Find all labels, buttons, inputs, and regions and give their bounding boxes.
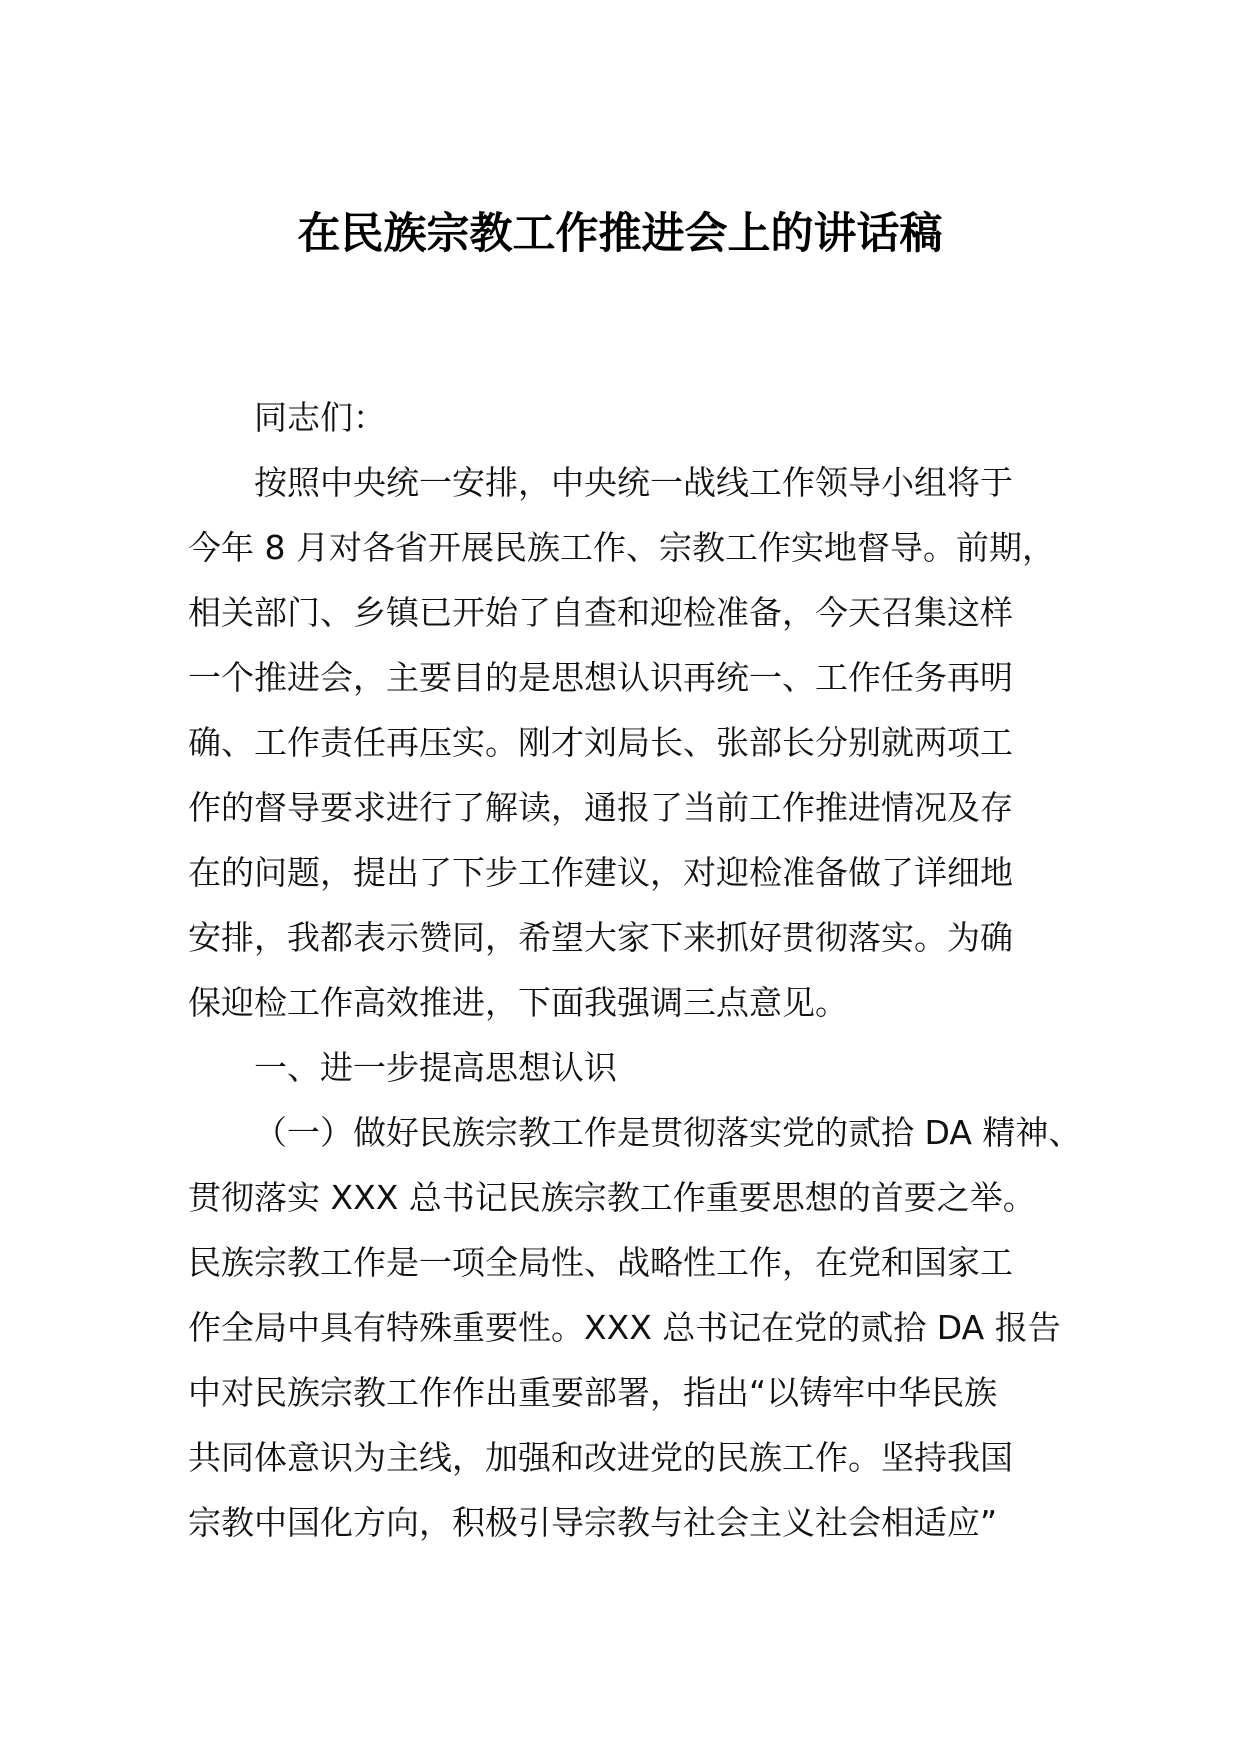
paragraph-line: 民族宗教工作是一项全局性、战略性工作，在党和国家工 bbox=[188, 1243, 1013, 1282]
paragraph-line: 在的问题，提出了下步工作建议，对迎检准备做了详细地 bbox=[188, 853, 1013, 892]
salutation: 同志们： bbox=[254, 398, 386, 437]
paragraph-line: 共同体意识为主线，加强和改进党的民族工作。坚持我国 bbox=[188, 1438, 1013, 1477]
paragraph-line: 作全局中具有特殊重要性。XXX 总书记在党的贰拾 DA 报告 bbox=[188, 1308, 1061, 1347]
document-title: 在民族宗教工作推进会上的讲话稿 bbox=[297, 209, 943, 259]
paragraph-line: 中对民族宗教工作作出重要部署，指出“以铸牢中华民族 bbox=[188, 1373, 998, 1412]
paragraph-line: 相关部门、乡镇已开始了自查和迎检准备，今天召集这样 bbox=[188, 593, 1013, 632]
document-body bbox=[188, 385, 1082, 1555]
paragraph-line: 作的督导要求进行了解读，通报了当前工作推进情况及存 bbox=[188, 788, 1013, 827]
subsection-heading-line: （一）做好民族宗教工作是贯彻落实党的贰拾 DA 精神、 bbox=[254, 1113, 1082, 1152]
paragraph-line: 保迎检工作高效推进，下面我强调三点意见。 bbox=[188, 983, 848, 1022]
paragraph-line: 今年 8 月对各省开展民族工作、宗教工作实地督导。前期， bbox=[188, 528, 1055, 567]
paragraph-line: 宗教中国化方向，积极引导宗教与社会主义社会相适应” bbox=[188, 1503, 998, 1542]
section-heading: 一、进一步提高思想认识 bbox=[254, 1048, 617, 1087]
paragraph-line: 一个推进会，主要目的是思想认识再统一、工作任务再明 bbox=[188, 658, 1013, 697]
paragraph-line: 按照中央统一安排，中央统一战线工作领导小组将于 bbox=[254, 463, 1013, 502]
paragraph-line: 贯彻落实 XXX 总书记民族宗教工作重要思想的首要之举。 bbox=[188, 1178, 1036, 1217]
paragraph-line: 安排，我都表示赞同，希望大家下来抓好贯彻落实。为确 bbox=[188, 918, 1013, 957]
paragraph-line: 确、工作责任再压实。刚才刘局长、张部长分别就两项工 bbox=[188, 723, 1013, 762]
